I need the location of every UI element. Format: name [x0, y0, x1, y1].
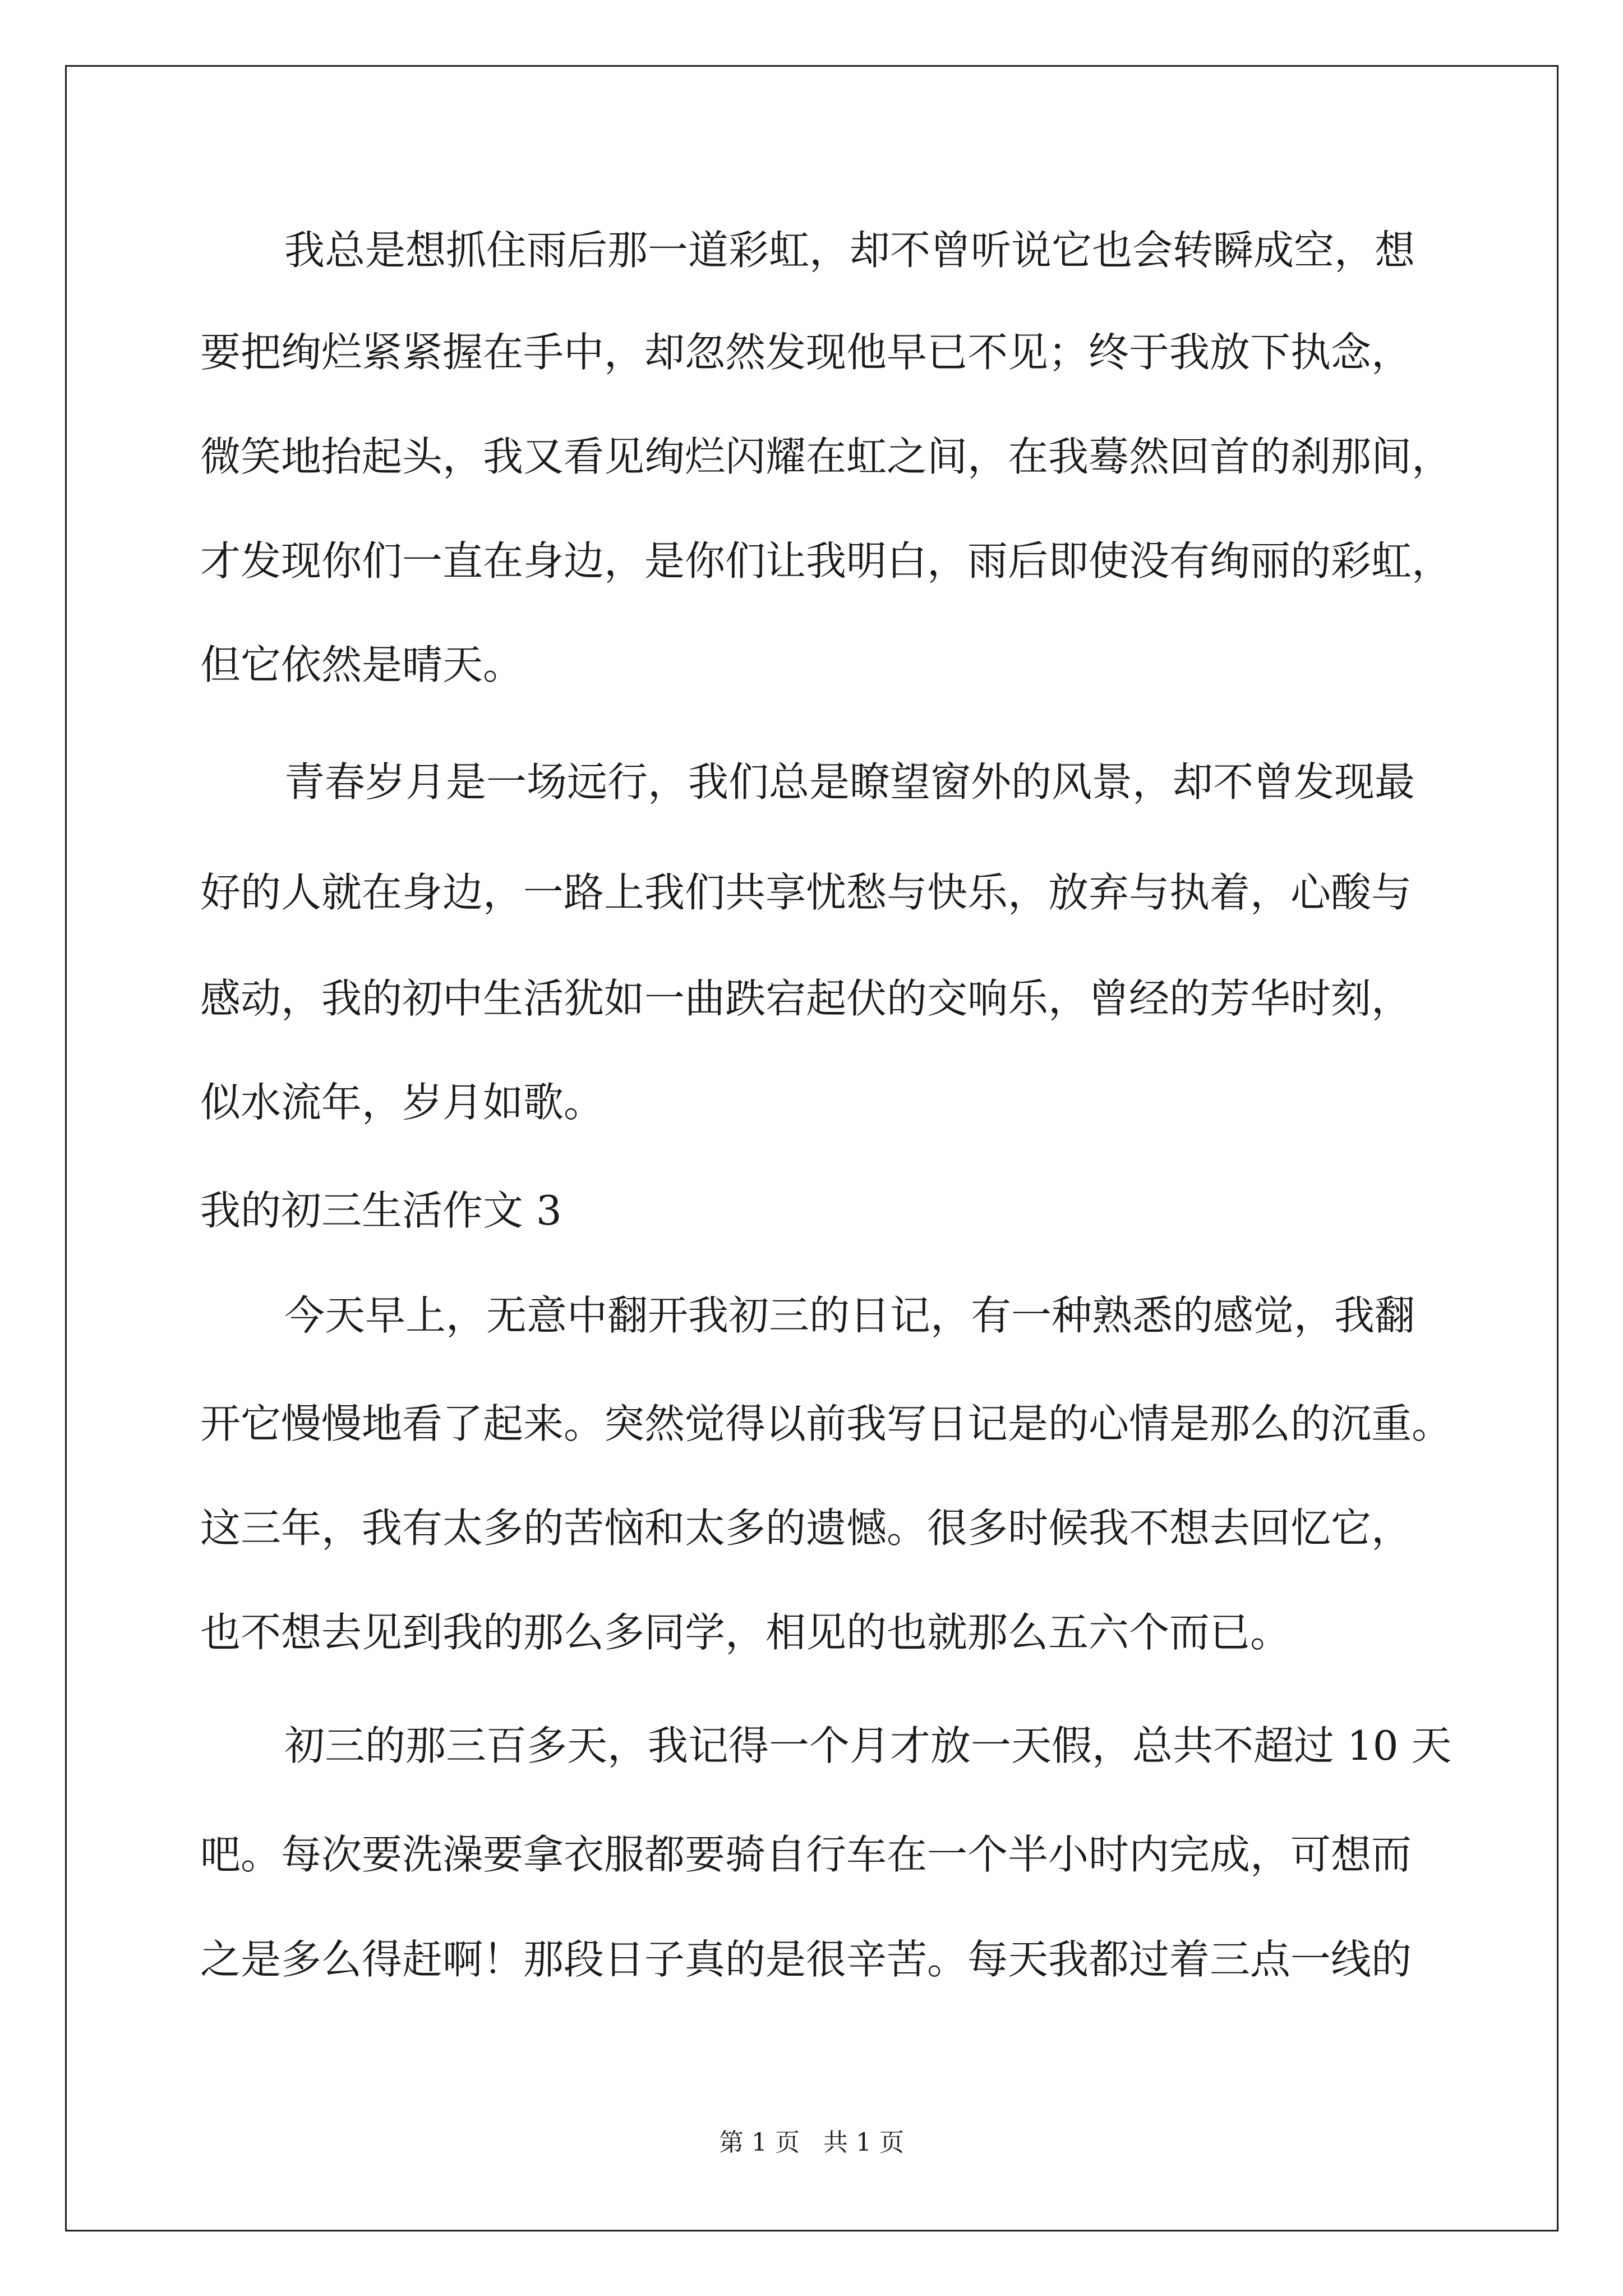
- paragraph-line: 初三的那三百多天，我记得一个月才放一天假，总共不超过 10 天: [284, 1722, 1452, 1769]
- paragraph-line: 要把绚烂紧紧握在手中，却忽然发现他早已不见；终于我放下执念，: [200, 329, 1412, 376]
- paragraph-line: 青春岁月是一场远行，我们总是瞭望窗外的风景，却不曾发现最: [284, 758, 1415, 806]
- paragraph-line: 似水流年，岁月如歌。: [200, 1079, 605, 1126]
- paragraph-line: 也不想去见到我的那么多同学，相见的也就那么五六个而已。: [200, 1609, 1291, 1656]
- paragraph-line: 今天早上，无意中翻开我初三的日记，有一种熟悉的感觉，我翻: [284, 1292, 1415, 1339]
- paragraph-line: 感动，我的初中生活犹如一曲跌宕起伏的交响乐，曾经的芳华时刻，: [200, 975, 1412, 1022]
- paragraph-line: 微笑地抬起头，我又看见绚烂闪耀在虹之间，在我蓦然回首的刹那间，: [200, 433, 1453, 480]
- paragraph-line: 我总是想抓住雨后那一道彩虹，却不曾听说它也会转瞬成空，想: [284, 227, 1415, 274]
- paragraph-line: 但它依然是晴天。: [200, 641, 524, 688]
- paragraph-line: 好的人就在身边，一路上我们共享忧愁与快乐，放弃与执着，心酸与: [200, 869, 1412, 916]
- section-heading: 我的初三生活作文 3: [200, 1187, 562, 1234]
- paragraph-line: 吧。每次要洗澡要拿衣服都要骑自行车在一个半小时内完成，可想而: [200, 1831, 1412, 1878]
- page-footer: 第 1 页 共 1 页: [719, 2128, 904, 2157]
- paragraph-line: 之是多么得赶啊！那段日子真的是很辛苦。每天我都过着三点一线的: [200, 1936, 1412, 1983]
- paragraph-line: 这三年，我有太多的苦恼和太多的遗憾。很多时候我不想去回忆它，: [200, 1504, 1412, 1552]
- page-border: [65, 65, 1559, 2231]
- paragraph-line: 开它慢慢地看了起来。突然觉得以前我写日记是的心情是那么的沉重。: [200, 1400, 1453, 1447]
- paragraph-line: 才发现你们一直在身边，是你们让我明白，雨后即使没有绚丽的彩虹，: [200, 537, 1453, 585]
